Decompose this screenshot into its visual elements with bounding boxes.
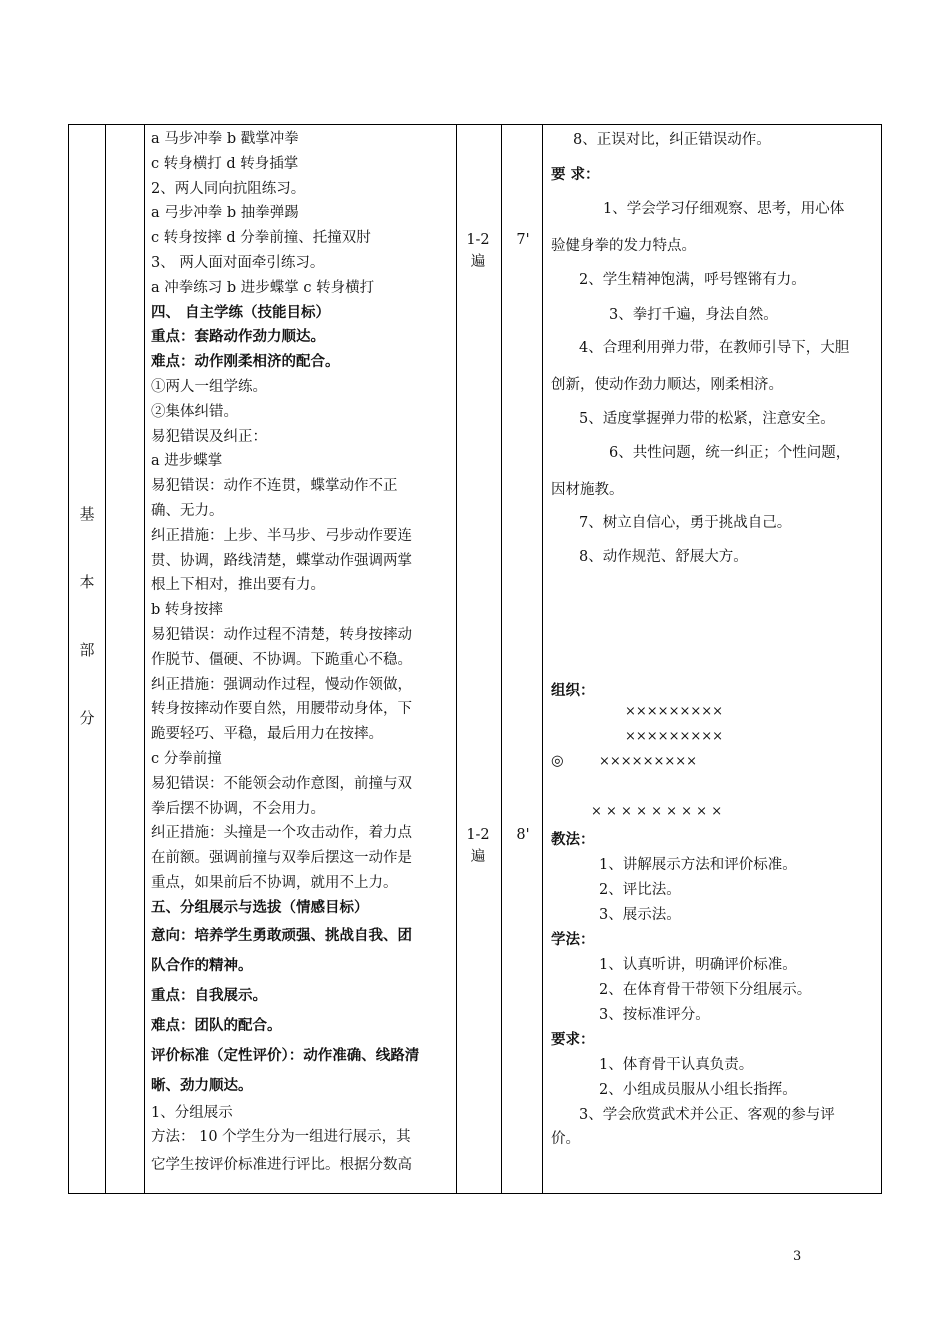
content-line: 确、无力。: [151, 502, 224, 519]
method-line: 3、按标准评分。: [599, 1007, 710, 1023]
column-divider: [105, 125, 106, 1193]
method-line: 3、展示法。: [599, 907, 681, 923]
req-line: 2、学生精神饱满，呼号铿锵有力。: [579, 272, 806, 288]
content-line: 纠正措施：头撞是一个攻击动作，着力点: [151, 825, 412, 842]
method-line: 2、评比法。: [599, 882, 681, 898]
content-column: [151, 127, 451, 1180]
times-unit: 遍: [470, 849, 486, 865]
column-divider: [501, 125, 502, 1193]
req-line: 8、正误对比，纠正错误动作。: [573, 132, 771, 148]
method-line: 1、讲解展示方法和评价标准。: [599, 857, 797, 873]
content-key-point: 重点：自我展示。: [151, 986, 267, 1004]
column-divider: [542, 125, 543, 1193]
requirement-label: 要求：: [551, 1031, 595, 1048]
formation-row: × × × × × × × × ×: [591, 804, 723, 819]
content-line: b 转身按摔: [151, 602, 223, 619]
content-line: 3、 两人面对面牵引练习。: [151, 254, 325, 271]
content-line: 易犯错误：不能领会动作意图，前撞与双: [151, 775, 412, 792]
content-line: ②集体纠错。: [151, 403, 238, 420]
content-line: c 转身按摔 d 分拳前撞、托撞双肘: [151, 230, 371, 247]
content-line: ①两人一组学练。: [151, 378, 267, 395]
content-line: a 马步冲拳 b 戳掌冲拳: [151, 131, 299, 147]
times-cell: [458, 824, 498, 868]
content-criteria: 晰、劲力顺达。: [151, 1076, 253, 1094]
content-difficulty: 难点：动作刚柔相济的配合。: [151, 353, 340, 371]
content-line: 它学生按评价标准进行评比。根据分数高: [151, 1157, 412, 1174]
lesson-plan-table: [68, 124, 882, 1194]
times-cell: [458, 229, 498, 273]
content-line: 易犯错误：动作不连贯，蝶掌动作不正: [151, 478, 398, 495]
method-line: 价。: [551, 1131, 580, 1147]
req-line: 8、动作规范、舒展大方。: [579, 549, 748, 565]
content-difficulty: 难点：团队的配合。: [151, 1016, 282, 1034]
section-char: 部: [79, 641, 95, 659]
content-key-point: 重点：套路动作劲力顺达。: [151, 328, 325, 346]
content-line: c 分拳前撞: [151, 750, 222, 767]
content-line: 贯、协调，路线清楚，蝶掌动作强调两掌: [151, 552, 412, 569]
content-line: 1、分组展示: [151, 1104, 233, 1121]
method-line: 1、体育骨干认真负责。: [599, 1057, 754, 1073]
page-number: 3: [793, 1249, 802, 1264]
content-line: 方法： 10 个学生分为一组进行展示，其: [151, 1129, 411, 1146]
org-label: 组织：: [551, 682, 595, 699]
req-line: 4、合理利用弹力带，在教师引导下，大胆: [579, 340, 850, 356]
req-line: 因材施教。: [551, 482, 624, 498]
times-value: 1-2: [466, 232, 490, 248]
content-line: 作脱节、僵硬、不协调。下跪重心不稳。: [151, 651, 412, 668]
content-line: 易犯错误及纠正：: [151, 428, 267, 445]
content-line: 易犯错误：动作过程不清楚，转身按摔动: [151, 626, 412, 643]
req-line: 3、拳打千遍，身法自然。: [609, 307, 778, 323]
duration-cell: 8': [516, 827, 530, 843]
req-line: 1、学会学习仔细观察、思考，用心体: [603, 201, 845, 217]
teacher-marker-icon: ◎: [551, 753, 564, 769]
formation-row: ×××××××××: [599, 754, 698, 769]
req-line: 6、共性问题，统一纠正；个性问题，: [609, 445, 851, 461]
content-intent: 队合作的精神。: [151, 956, 253, 974]
content-heading: 五、分组展示与选拔（情感目标）: [151, 898, 369, 916]
content-line: a 冲拳练习 b 进步蝶掌 c 转身横打: [151, 279, 375, 296]
formation-row: ×××××××××: [625, 704, 724, 719]
column-divider: [456, 125, 457, 1193]
content-line: 拳后摆不协调，不会用力。: [151, 800, 325, 817]
times-value: 1-2: [466, 827, 490, 843]
content-line: a 进步蝶掌: [151, 453, 223, 470]
formation-row: ×××××××××: [625, 729, 724, 744]
content-criteria: 评价标准（定性评价）：动作准确、线路清: [151, 1046, 420, 1064]
content-heading: 四、 自主学练（技能目标）: [151, 303, 331, 321]
req-line: 5、适度掌握弹力带的松紧，注意安全。: [579, 411, 835, 427]
section-char: 基: [79, 505, 95, 523]
content-line: a 弓步冲拳 b 抽拳弹踢: [151, 205, 299, 222]
content-line: 转身按摔动作要自然，用腰带动身体，下: [151, 701, 412, 718]
method-line: 1、认真听讲，明确评价标准。: [599, 957, 797, 973]
req-heading: 要 求：: [551, 166, 600, 183]
req-line: 7、树立自信心，勇于挑战自己。: [579, 515, 792, 531]
teaching-method-label: 教法：: [551, 831, 595, 848]
req-line: 创新，使动作劲力顺达，刚柔相济。: [551, 377, 783, 393]
content-line: 重点，如果前后不协调，就用不上力。: [151, 874, 398, 891]
duration-cell: 7': [516, 232, 530, 248]
content-line: 纠正措施：上步、半马步、弓步动作要连: [151, 527, 412, 544]
times-unit: 遍: [470, 254, 486, 270]
req-line: 验健身拳的发力特点。: [551, 238, 696, 254]
content-line: 2、两人同向抗阻练习。: [151, 180, 306, 197]
method-line: 3、学会欣赏武术并公正、客观的参与评: [579, 1107, 835, 1123]
method-line: 2、在体育骨干带领下分组展示。: [599, 982, 812, 998]
content-line: 在前额。强调前撞与双拳后摆这一动作是: [151, 850, 412, 867]
method-line: 2、小组成员服从小组长指挥。: [599, 1082, 797, 1098]
section-char: 分: [79, 709, 95, 727]
content-line: 跪要轻巧、平稳，最后用力在按摔。: [151, 726, 383, 743]
column-divider: [144, 125, 145, 1193]
section-char: 本: [79, 573, 95, 591]
content-intent: 意向：培养学生勇敢顽强、挑战自我、团: [151, 926, 412, 944]
content-line: 纠正措施：强调动作过程，慢动作领做，: [151, 676, 412, 693]
learning-method-label: 学法：: [551, 931, 595, 948]
content-line: 根上下相对，推出要有力。: [151, 577, 325, 594]
content-line: c 转身横打 d 转身插掌: [151, 155, 299, 172]
